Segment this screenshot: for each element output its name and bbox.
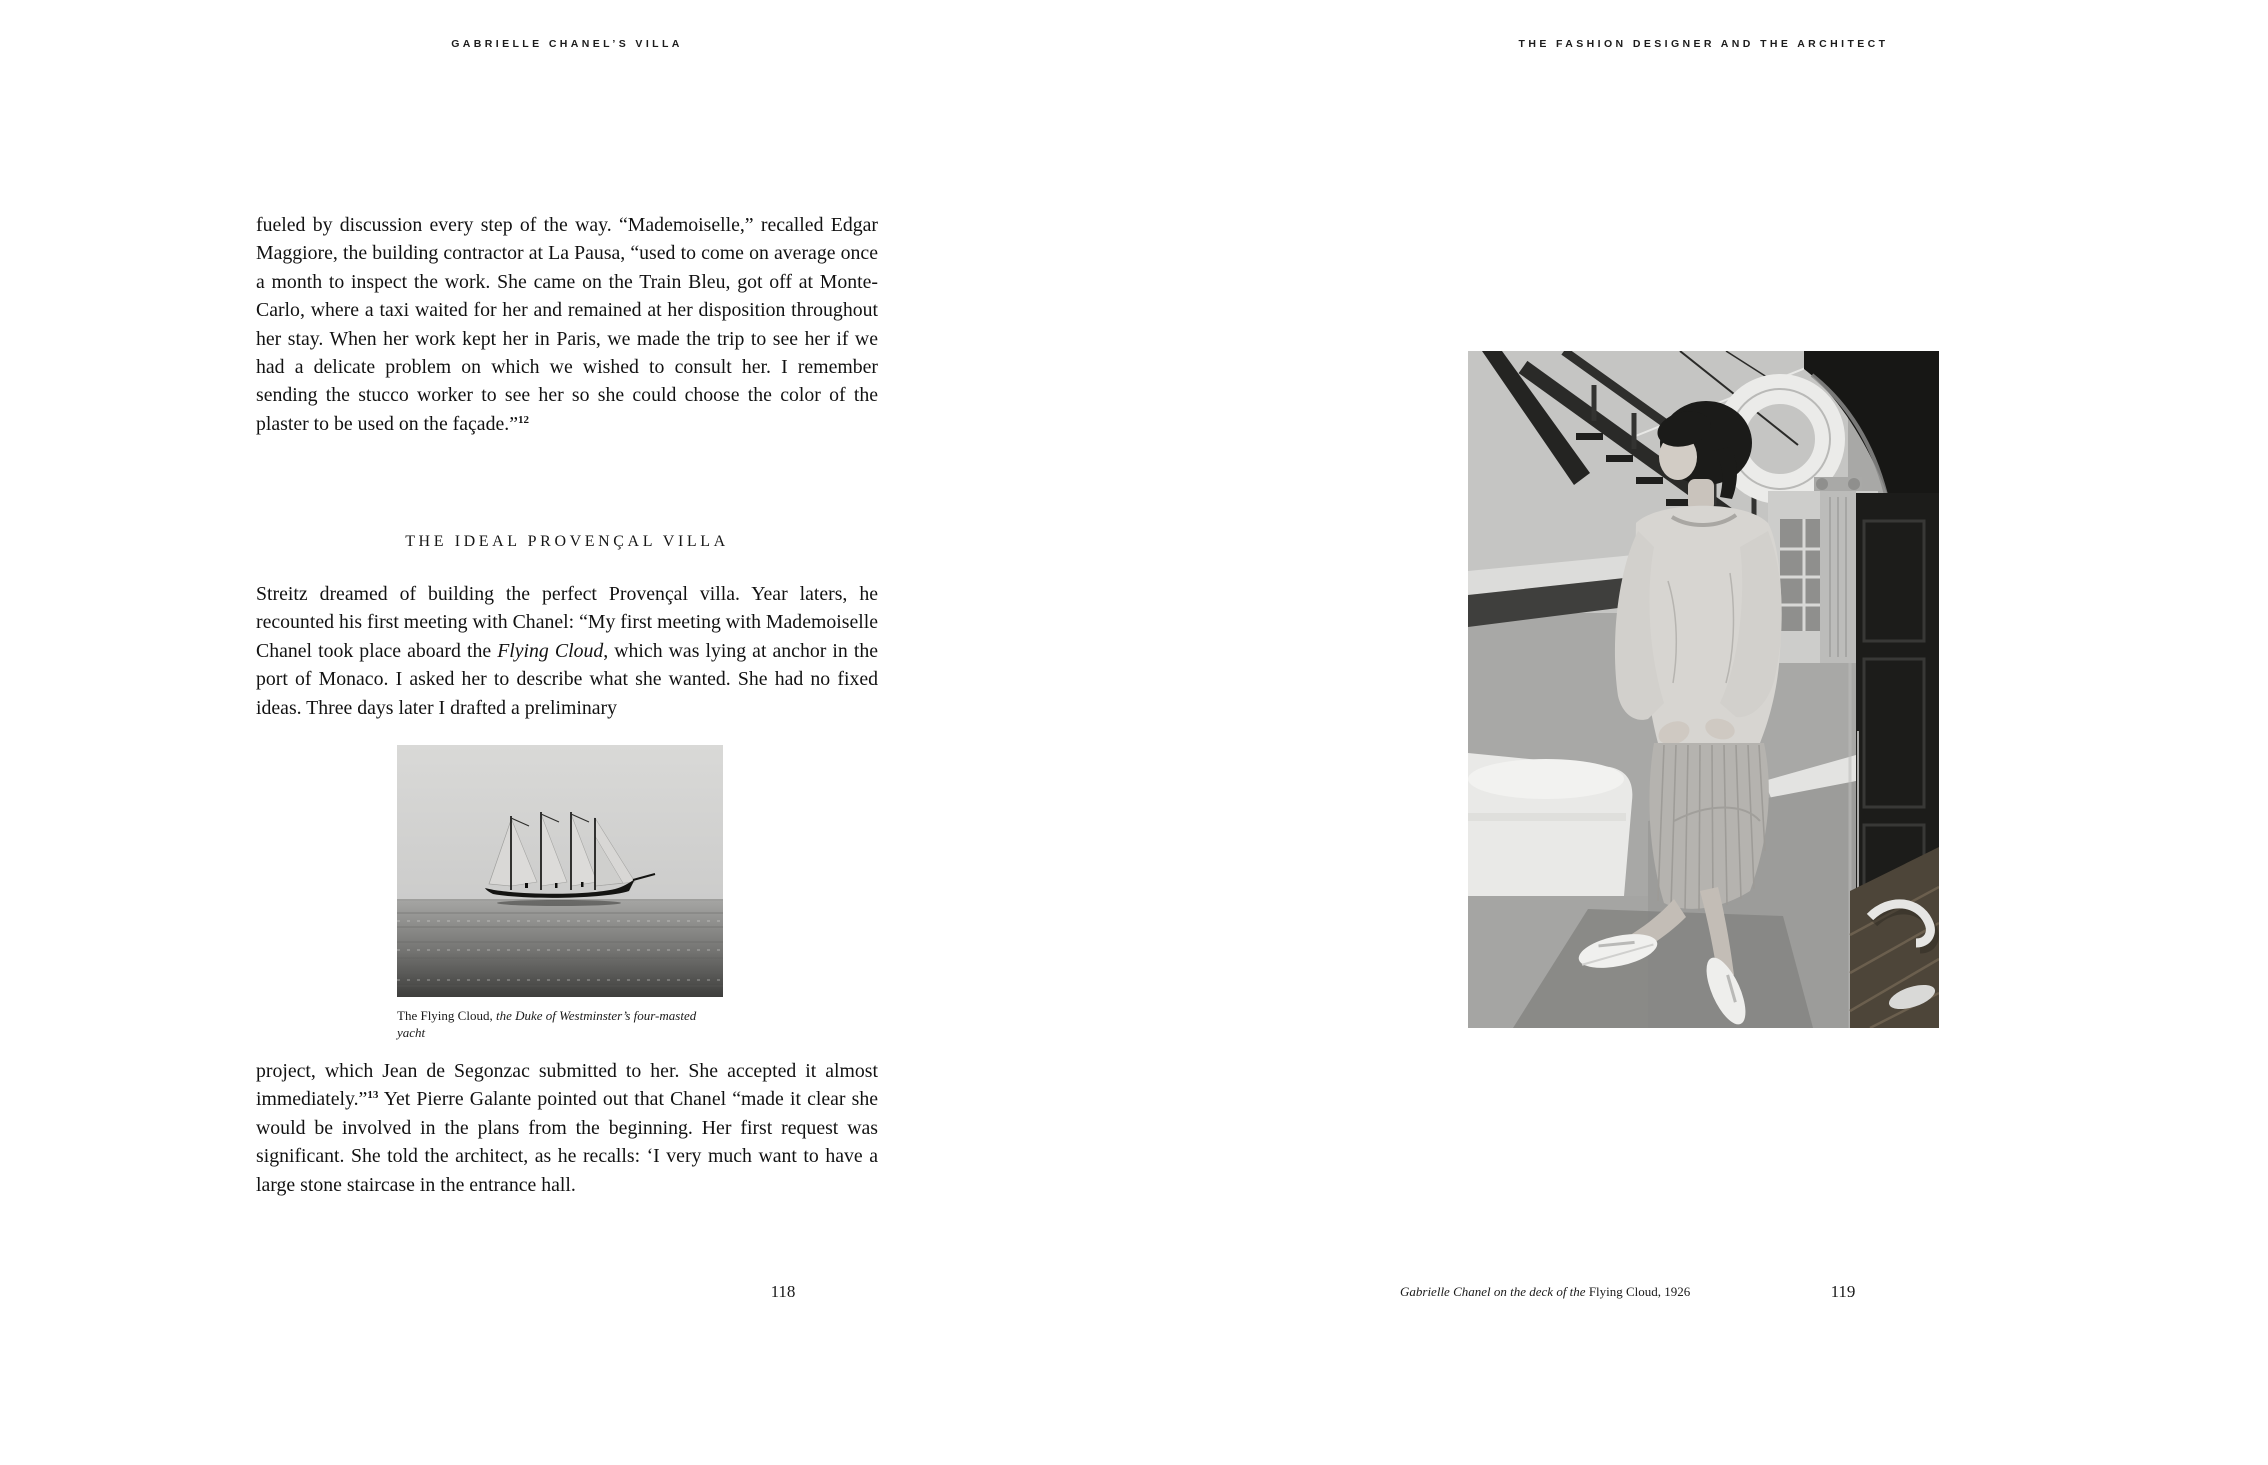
yacht-photo-caption: The Flying Cloud, the Duke of Westminster’s four-masted yacht	[397, 1008, 697, 1040]
running-header-left: GABRIELLE CHANEL’S VILLA	[451, 38, 683, 50]
chanel-photo-image	[1468, 351, 1939, 1028]
running-header-right: THE FASHION DESIGNER AND THE ARCHITECT	[1518, 38, 1889, 50]
paragraph-2: Streitz dreamed of building the perfect Provençal villa. Year laters, he recounted his first meeting with Chanel: “My first meeting with Mademoiselle Chanel took place aboard the Flying Cloud, which was lying at anchor in the port of Monaco. I asked her to describe what she wanted. She had no fixed ideas. Three days later I drafted a preliminary	[256, 583, 878, 719]
chanel-photo	[1468, 351, 1939, 1028]
section-heading: THE IDEAL PROVENÇAL VILLA	[405, 533, 729, 550]
page-number-right: 119	[1830, 1282, 1856, 1301]
page-number-left: 118	[770, 1282, 796, 1301]
yacht-photo-image	[397, 745, 723, 997]
yacht-photo	[397, 745, 723, 997]
paragraph-3: project, which Jean de Segonzac submitted to her. She accepted it almost immediately.”$^{13}$ Yet Pierre Galante pointed out that Chanel “made it clear she would be involved in the plans from the beginning. Her first request was significant. She told the architect, as he recalls: ‘I very much want to have a large stone staircase in the entrance hall.	[256, 1060, 878, 1196]
paragraph-1: fueled by discussion every step of the way. “Mademoiselle,” recalled Edgar Maggiore, the building contractor at La Pausa, “used to come on average once a month to inspect the work. She came on the Train Bleu, got off at Monte-Carlo, where a taxi waited for her and remained at her disposition throughout her stay. When her work kept her in Paris, we made the trip to see her if we had a delicate problem on which we wished to consult her. I remember sending the stucco worker to see her so she could choose the color of the plaster to be used on the façade.”$^{12}$	[256, 214, 878, 435]
chanel-photo-caption: Gabrielle Chanel on the deck of the Flying Cloud, 1926	[1400, 1284, 1691, 1299]
